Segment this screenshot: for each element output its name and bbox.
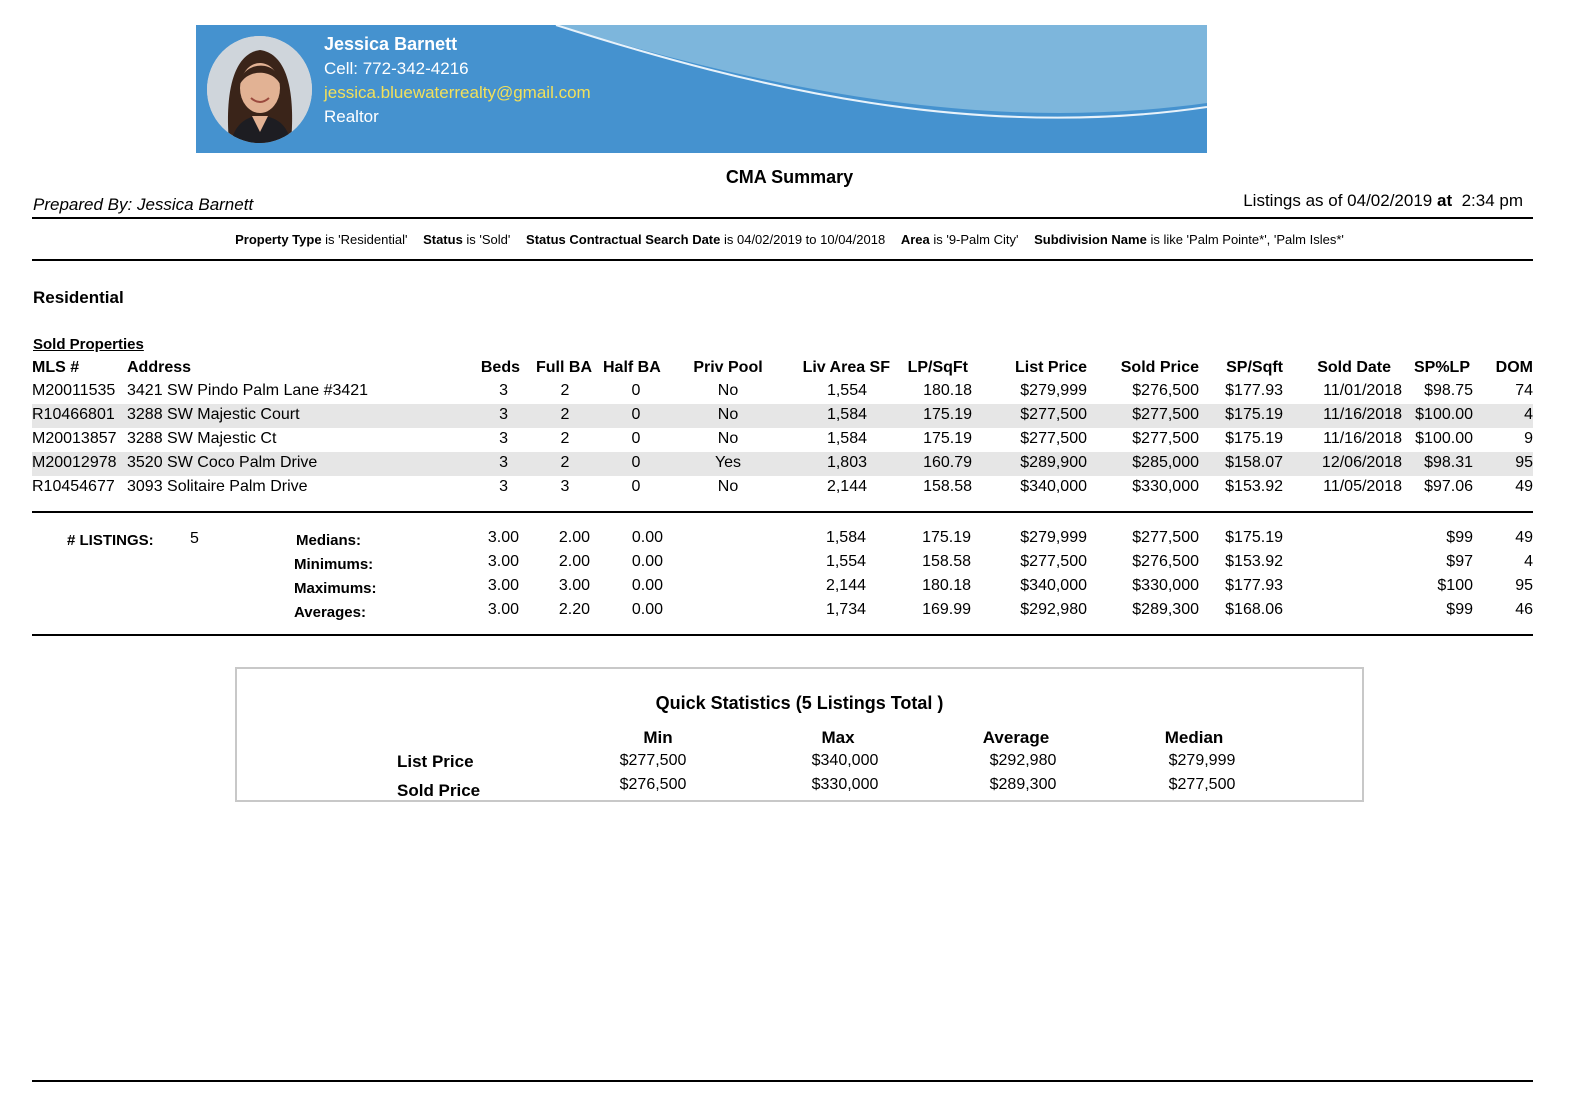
cell-list-price: $279,999 bbox=[1020, 382, 1087, 399]
criteria-key: Subdivision Name bbox=[1034, 232, 1147, 247]
criteria-key: Area bbox=[900, 232, 930, 247]
criteria-value: is 'Sold' bbox=[462, 232, 511, 247]
quick-value: $289,300 bbox=[989, 776, 1057, 793]
cell-half-ba: 0 bbox=[631, 406, 641, 423]
cell-beds: 3 bbox=[499, 478, 508, 495]
stat-half-ba: 0.00 bbox=[631, 577, 663, 594]
cell-list-price: $277,500 bbox=[1020, 406, 1087, 423]
cell-full-ba: 2 bbox=[560, 454, 570, 471]
cell-beds: 3 bbox=[499, 406, 508, 423]
cell-full-ba: 3 bbox=[560, 478, 570, 495]
cell-dom: 4 bbox=[1524, 406, 1533, 423]
agent-photo bbox=[207, 36, 312, 143]
cell-sold-price: $285,000 bbox=[1132, 454, 1199, 471]
cell-sp-lp: $100.00 bbox=[1415, 406, 1473, 423]
cell-full-ba: 2 bbox=[560, 406, 570, 423]
cell-half-ba: 0 bbox=[631, 382, 641, 399]
prepared-by: Prepared By: Jessica Barnett bbox=[33, 195, 254, 214]
agent-name: Jessica Barnett bbox=[324, 34, 458, 54]
cell-pool: Yes bbox=[714, 454, 742, 471]
col-header-liv-area: Liv Area SF bbox=[802, 359, 890, 376]
quick-value: $276,500 bbox=[619, 776, 687, 793]
stat-list-price: $292,980 bbox=[1020, 601, 1087, 618]
cell-list-price: $289,900 bbox=[1020, 454, 1087, 471]
cell-sold-date: 11/16/2018 bbox=[1323, 406, 1402, 423]
stat-sp-sqft: $177.93 bbox=[1225, 577, 1283, 594]
quick-header-average: Average bbox=[982, 728, 1050, 747]
stat-full-ba: 2.00 bbox=[558, 553, 590, 570]
cell-address: 3421 SW Pindo Palm Lane #3421 bbox=[127, 382, 369, 399]
cell-address: 3093 Solitaire Palm Drive bbox=[127, 478, 308, 495]
stat-lp-sqft: 180.18 bbox=[922, 577, 971, 594]
cell-sp-lp: $98.75 bbox=[1424, 382, 1473, 399]
cell-sp-lp: $100.00 bbox=[1415, 430, 1473, 447]
divider bbox=[32, 634, 1533, 636]
subsection-heading: Sold Properties bbox=[33, 336, 144, 353]
cell-mls: R10454677 bbox=[32, 478, 115, 495]
cell-sold-date: 11/05/2018 bbox=[1323, 478, 1402, 495]
cell-dom: 9 bbox=[1524, 430, 1533, 447]
stat-half-ba: 0.00 bbox=[631, 529, 663, 546]
divider bbox=[32, 511, 1533, 513]
cell-full-ba: 2 bbox=[560, 382, 570, 399]
criteria-value: is 'Residential' bbox=[321, 232, 408, 247]
stat-sp-lp: $99 bbox=[1446, 529, 1473, 546]
cell-sp-sqft: $158.07 bbox=[1225, 454, 1283, 471]
stat-full-ba: 2.20 bbox=[558, 601, 590, 618]
cell-mls: M20013857 bbox=[32, 430, 117, 447]
quick-row-label: List Price bbox=[397, 752, 474, 771]
col-header-sp-lp: SP%LP bbox=[1413, 359, 1470, 376]
criteria-key: Status bbox=[423, 232, 463, 247]
quick-header-median: Median bbox=[1164, 728, 1224, 747]
cell-lp-sqft: 160.79 bbox=[923, 454, 972, 471]
stat-beds: 3.00 bbox=[487, 529, 519, 546]
criteria-value: is '9-Palm City' bbox=[929, 232, 1019, 247]
cell-sold-price: $276,500 bbox=[1132, 382, 1199, 399]
cell-address: 3288 SW Majestic Court bbox=[127, 406, 300, 423]
stat-list-price: $279,999 bbox=[1020, 529, 1087, 546]
quick-header-max: Max bbox=[821, 728, 855, 747]
quick-value: $292,980 bbox=[989, 752, 1057, 769]
cell-liv-area: 1,803 bbox=[826, 454, 867, 471]
cell-sp-lp: $97.06 bbox=[1424, 478, 1473, 495]
cell-liv-area: 1,584 bbox=[826, 406, 867, 423]
col-header-sold-price: Sold Price bbox=[1120, 359, 1199, 376]
stat-beds: 3.00 bbox=[487, 601, 519, 618]
cell-sold-date: 11/16/2018 bbox=[1323, 430, 1402, 447]
stat-sp-sqft: $175.19 bbox=[1225, 529, 1283, 546]
stat-dom: 4 bbox=[1524, 553, 1533, 570]
quick-row-label: Sold Price bbox=[397, 781, 481, 800]
col-header-address: Address bbox=[127, 359, 192, 376]
cell-sold-price: $277,500 bbox=[1132, 430, 1199, 447]
as-of-date: Listings as of 04/02/2019 bbox=[1243, 191, 1433, 210]
quick-header-min: Min bbox=[643, 728, 673, 747]
quick-value: $277,500 bbox=[619, 752, 687, 769]
footer-divider bbox=[32, 1080, 1533, 1082]
criteria-key: Status Contractual Search Date bbox=[526, 232, 721, 247]
criteria-key: Property Type bbox=[235, 232, 322, 247]
col-header-mls: MLS # bbox=[32, 359, 80, 376]
quick-value: $277,500 bbox=[1168, 776, 1236, 793]
divider bbox=[32, 217, 1533, 219]
cell-dom: 74 bbox=[1515, 382, 1533, 399]
cell-sold-price: $277,500 bbox=[1132, 406, 1199, 423]
cell-sp-lp: $98.31 bbox=[1424, 454, 1473, 471]
stat-liv-area: 2,144 bbox=[825, 577, 866, 594]
listings-count-label: # LISTINGS: bbox=[67, 532, 154, 549]
quick-statistics-box bbox=[235, 667, 1364, 802]
stat-label: Medians: bbox=[296, 532, 362, 549]
cell-mls: R10466801 bbox=[32, 406, 115, 423]
quick-statistics-title: Quick Statistics (5 Listings Total ) bbox=[655, 693, 944, 713]
cell-sold-price: $330,000 bbox=[1132, 478, 1199, 495]
cell-lp-sqft: 158.58 bbox=[923, 478, 972, 495]
col-header-dom: DOM bbox=[1495, 359, 1533, 376]
stat-liv-area: 1,734 bbox=[825, 601, 866, 618]
divider bbox=[32, 259, 1533, 261]
section-heading: Residential bbox=[33, 288, 124, 307]
cell-beds: 3 bbox=[499, 430, 508, 447]
cell-lp-sqft: 180.18 bbox=[923, 382, 972, 399]
cell-pool: No bbox=[717, 406, 739, 423]
stat-sold-price: $330,000 bbox=[1132, 577, 1199, 594]
agent-role: Realtor bbox=[324, 107, 379, 126]
stat-sp-lp: $97 bbox=[1446, 553, 1473, 570]
stat-liv-area: 1,554 bbox=[825, 553, 866, 570]
stat-dom: 46 bbox=[1515, 601, 1533, 618]
cell-liv-area: 1,554 bbox=[826, 382, 867, 399]
stat-beds: 3.00 bbox=[487, 577, 519, 594]
criteria-value: is like 'Palm Pointe*', 'Palm Isles*' bbox=[1146, 232, 1344, 247]
cell-pool: No bbox=[717, 430, 739, 447]
stat-beds: 3.00 bbox=[487, 553, 519, 570]
agent-cell-phone: Cell: 772-342-4216 bbox=[324, 59, 469, 78]
cell-half-ba: 0 bbox=[631, 478, 641, 495]
stat-sp-sqft: $153.92 bbox=[1225, 553, 1283, 570]
cell-address: 3520 SW Coco Palm Drive bbox=[127, 454, 318, 471]
col-header-sold-date: Sold Date bbox=[1317, 359, 1391, 376]
stat-half-ba: 0.00 bbox=[631, 553, 663, 570]
stat-lp-sqft: 175.19 bbox=[922, 529, 971, 546]
listings-count: 5 bbox=[190, 530, 199, 547]
cell-half-ba: 0 bbox=[631, 430, 641, 447]
quick-value: $340,000 bbox=[811, 752, 879, 769]
cell-sp-sqft: $177.93 bbox=[1225, 382, 1283, 399]
criteria-value: is 04/02/2019 to 10/04/2018 bbox=[720, 232, 886, 247]
stat-full-ba: 3.00 bbox=[558, 577, 590, 594]
stat-list-price: $340,000 bbox=[1020, 577, 1087, 594]
col-header-beds: Beds bbox=[480, 359, 520, 376]
cell-dom: 95 bbox=[1515, 454, 1533, 471]
stat-sold-price: $276,500 bbox=[1132, 553, 1199, 570]
stat-label: Averages: bbox=[294, 604, 366, 621]
cell-mls: M20011535 bbox=[32, 382, 116, 399]
col-header-priv-pool: Priv Pool bbox=[693, 359, 763, 376]
cell-liv-area: 2,144 bbox=[826, 478, 867, 495]
cell-list-price: $340,000 bbox=[1020, 478, 1087, 495]
search-criteria bbox=[0, 232, 1579, 247]
col-header-sp-sqft: SP/Sqft bbox=[1226, 359, 1283, 376]
cell-sp-sqft: $153.92 bbox=[1225, 478, 1283, 495]
col-header-list-price: List Price bbox=[1014, 359, 1087, 376]
stat-dom: 49 bbox=[1515, 529, 1533, 546]
stat-label: Maximums: bbox=[294, 580, 377, 597]
cell-dom: 49 bbox=[1515, 478, 1533, 495]
stat-sold-price: $277,500 bbox=[1132, 529, 1199, 546]
col-header-full-ba: Full BA bbox=[536, 359, 592, 376]
stat-sp-lp: $100 bbox=[1437, 577, 1473, 594]
cell-address: 3288 SW Majestic Ct bbox=[127, 430, 277, 447]
stat-half-ba: 0.00 bbox=[631, 601, 663, 618]
stat-sold-price: $289,300 bbox=[1132, 601, 1199, 618]
stat-lp-sqft: 158.58 bbox=[922, 553, 971, 570]
stat-lp-sqft: 169.99 bbox=[922, 601, 971, 618]
cell-sold-date: 12/06/2018 bbox=[1321, 454, 1402, 471]
cell-list-price: $277,500 bbox=[1020, 430, 1087, 447]
cell-mls: M20012978 bbox=[32, 454, 117, 471]
stat-sp-sqft: $168.06 bbox=[1225, 601, 1283, 618]
cell-sold-date: 11/01/2018 bbox=[1323, 382, 1402, 399]
col-header-lp-sqft: LP/SqFt bbox=[907, 359, 968, 376]
agent-banner bbox=[196, 25, 1207, 153]
stat-label: Minimums: bbox=[294, 556, 374, 573]
stat-sp-lp: $99 bbox=[1446, 601, 1473, 618]
agent-email-link[interactable]: jessica.bluewaterrealty@gmail.com bbox=[324, 83, 591, 102]
cell-lp-sqft: 175.19 bbox=[923, 430, 972, 447]
cell-pool: No bbox=[717, 478, 739, 495]
as-of-at: at bbox=[1436, 191, 1453, 210]
stat-list-price: $277,500 bbox=[1020, 553, 1087, 570]
report-title: CMA Summary bbox=[725, 167, 854, 187]
quick-value: $330,000 bbox=[811, 776, 879, 793]
col-header-half-ba: Half BA bbox=[603, 359, 661, 376]
as-of-time: 2:34 pm bbox=[1461, 191, 1523, 210]
cell-full-ba: 2 bbox=[560, 430, 570, 447]
quick-value: $279,999 bbox=[1168, 752, 1236, 769]
stat-liv-area: 1,584 bbox=[825, 529, 866, 546]
cell-beds: 3 bbox=[499, 454, 508, 471]
cell-half-ba: 0 bbox=[631, 454, 641, 471]
stat-dom: 95 bbox=[1515, 577, 1533, 594]
stat-full-ba: 2.00 bbox=[558, 529, 590, 546]
cell-pool: No bbox=[717, 382, 739, 399]
cell-beds: 3 bbox=[499, 382, 508, 399]
cell-sp-sqft: $175.19 bbox=[1225, 406, 1283, 423]
cell-liv-area: 1,584 bbox=[826, 430, 867, 447]
cell-lp-sqft: 175.19 bbox=[923, 406, 972, 423]
cell-sp-sqft: $175.19 bbox=[1225, 430, 1283, 447]
listings-as-of bbox=[1243, 191, 1523, 211]
